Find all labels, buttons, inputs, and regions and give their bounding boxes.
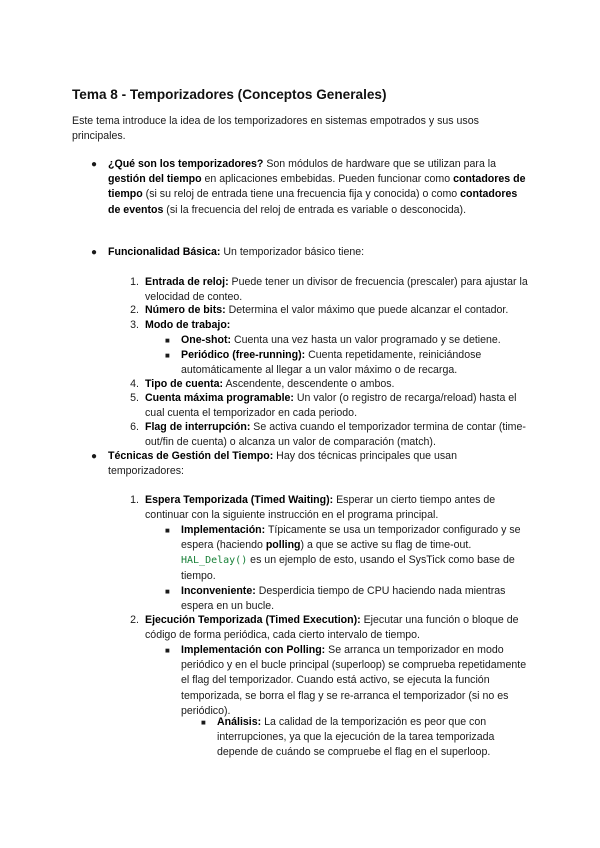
sub-item-drawback: ■ Inconveniente: Desperdicia tiempo de CPU haciendo nada mientras espera en un bucle. [165, 585, 506, 613]
list-item-count-type: 4. Tipo de cuenta: Ascendente, descendente o ambos. [130, 378, 395, 390]
list-item-max-count: 5. Cuenta máxima programable: Un valor (o registro de recarga/reload) hasta el cual cuenta el temporizador en cada periodo. [130, 392, 517, 420]
sub-item-one-shot: ■ One-shot: Cuenta una vez hasta un valor programado y se detiene. [181, 333, 531, 348]
list-item-bits: 2. Número de bits: Determina el valor máximo que puede alcanzar el contador. [130, 304, 509, 316]
bullet-icon: ● [91, 159, 98, 170]
code-hal-delay: HAL_Delay() [181, 555, 248, 567]
list-item-work-mode: 3. Modo de trabajo: [130, 319, 231, 331]
square-bullet-icon: ■ [165, 526, 170, 535]
list-item-interrupt-flag: 6. Flag de interrupción: Se activa cuando el temporizador termina de contar (time-out/fin de cuenta) o alcanza un valor de comparación (match). [130, 421, 526, 449]
square-bullet-icon: ■ [165, 351, 170, 360]
list-item-clock-input: 1. Entrada de reloj: Puede tener un divisor de frecuencia (prescaler) para ajustar la velocidad de conteo. [130, 276, 528, 304]
sub-sub-item-analysis: ■ Análisis: La calidad de la temporización es peor que con interrupciones, ya que la ejecución de la tarea temporizada depende de cuándo se compruebe el flag en el superloop. [201, 716, 495, 759]
square-bullet-icon: ■ [165, 587, 170, 596]
sub-item-periodic: ■ Periódico (free-running): Cuenta repetidamente, reiniciándose automáticamente al llegar a un valor máximo o de recarga. [165, 349, 482, 377]
sub-item-polling-implementation: ■ Implementación con Polling: Se arranca un temporizador en modo periódico y en el bucle principal (superloop) se comprueba repetidamente el flag del temporizador. Cuando está activo, se ejecuta la función temporizada, se borra el flag y se re-arranca el temporizador (si no es periódico). [165, 644, 527, 717]
list-item-timed-execution: 2. Ejecución Temporizada (Timed Execution): Ejecutar una función o bloque de código de forma periódica, cada cierto intervalo de tiempo. [130, 614, 519, 642]
intro-paragraph: Este tema introduce la idea de los temporizadores en sistemas empotrados y sus usos principales. [72, 115, 479, 143]
square-bullet-icon: ■ [201, 718, 206, 727]
bullet-what-are-timers: ● ¿Qué son los temporizadores? Son módulos de hardware que se utilizan para la gestión del tiempo en aplicaciones embebidas. Pueden funcionar como contadores de tiempo (si su reloj de entrada tiene una frecuencia fija y conocida) o como contadores de eventos (si la frecuencia del reloj de entrada es variable o desconocida). [91, 158, 526, 216]
page-title: Tema 8 - Temporizadores (Conceptos Generales) [72, 87, 387, 102]
square-bullet-icon: ■ [165, 646, 170, 655]
bullet-icon: ● [91, 451, 98, 462]
sub-item-implementation: ■ Implementación: Típicamente se usa un temporizador configurado y se espera (haciendo polling) a que se active su flag de time-out. HAL_Delay() es un ejemplo de esto, usando el SysTick como base de tiempo. [165, 524, 521, 582]
bullet-basic-functionality: ● Funcionalidad Básica: Un temporizador básico tiene: [108, 245, 528, 260]
square-bullet-icon: ■ [165, 336, 170, 345]
list-item-timed-waiting: 1. Espera Temporizada (Timed Waiting): Esperar un cierto tiempo antes de continuar con la siguiente instrucción en el programa principal. [130, 494, 496, 522]
bullet-time-techniques: ● Técnicas de Gestión del Tiempo: Hay dos técnicas principales que usan temporizadores: [91, 450, 457, 478]
bullet-icon: ● [91, 247, 98, 258]
